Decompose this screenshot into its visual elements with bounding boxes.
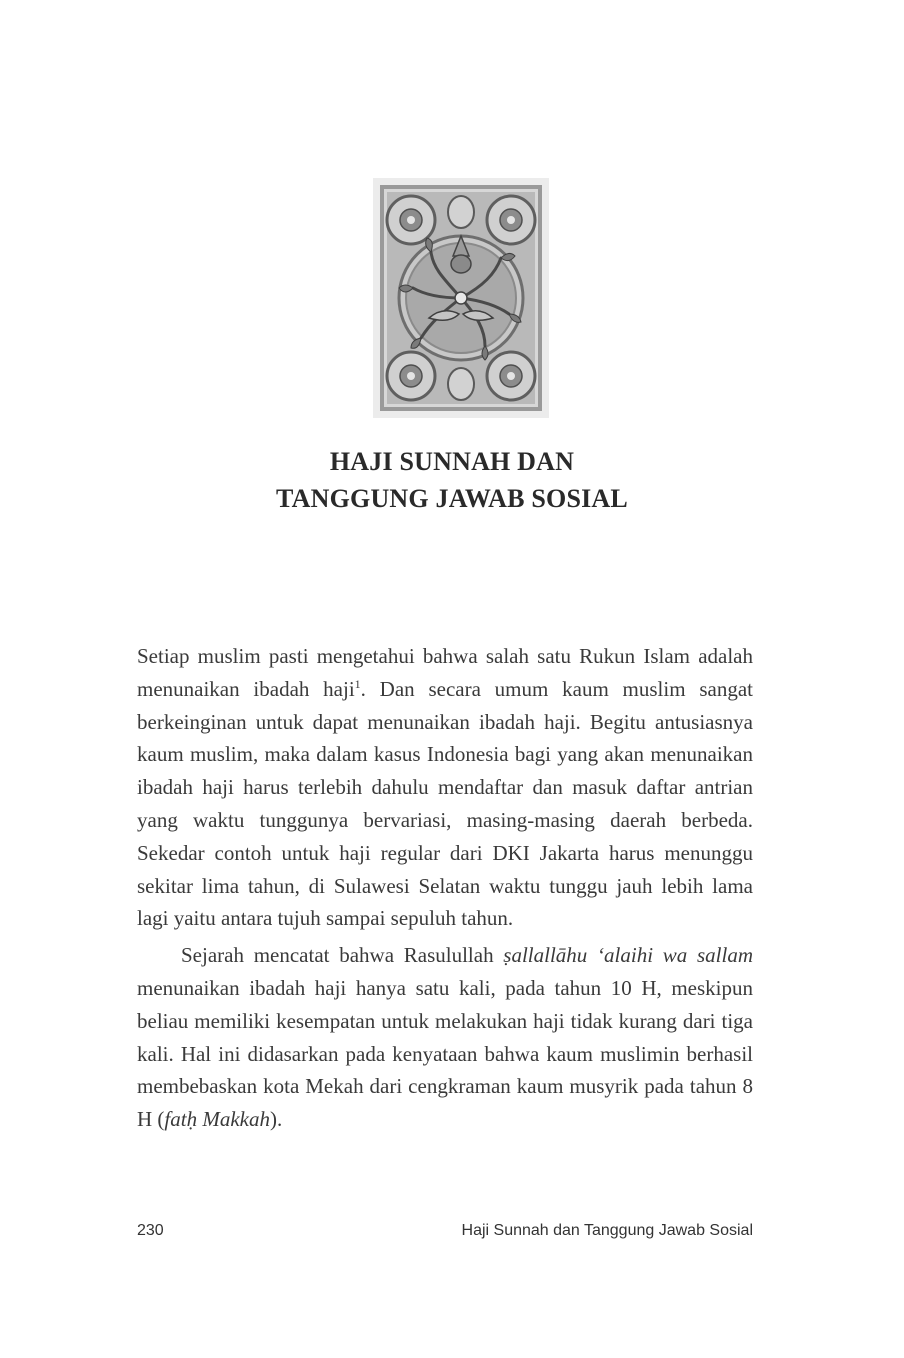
honorific-italic: ṣallallāhu ‘alaihi wa sallam: [503, 943, 753, 968]
paragraph-1-text-a: Setiap muslim pasti mengetahui bahwa salah satu Rukun Islam adalah menunaikan ibadah haji: [137, 644, 753, 701]
paragraph-1: [137, 640, 753, 935]
fath-makkah-italic: fatḥ Makkah: [164, 1107, 270, 1132]
body-text: [137, 640, 753, 1136]
chapter-title-line-1: HAJI SUNNAH DAN: [329, 447, 575, 476]
paragraph-2-text-a: Sejarah mencatat bahwa Rasulullah: [181, 943, 504, 968]
footnote-ref[interactable]: 1: [354, 676, 361, 691]
ornament-illustration: [373, 178, 549, 418]
chapter-title-line-2: TANGGUNG JAWAB SOSIAL: [276, 484, 628, 513]
page-number: 230: [137, 1222, 164, 1239]
paragraph-1-text-b: . Dan secara umum kaum muslim sangat berkeinginan untuk dapat menunaikan ibadah haji. Begitu antusiasnya kaum muslim, maka dalam kasus Indonesia bagi yang akan menunaikan ibadah haji harus terlebih dahulu mendaftar dan masuk daftar antrian yang waktu tunggunya bervariasi, masing-masing daerah berbeda. Sekedar contoh untuk haji regular dari DKI Jakarta harus menunggu sekitar lima tahun, di Sulawesi Selatan waktu tunggu jauh lebih lama lagi yaitu antara tujuh sampai sepuluh tahun.: [137, 676, 753, 931]
paragraph-2-text-b: menunaikan ibadah haji hanya satu kali, pada tahun 10 H, meskipun beliau memiliki kesempatan untuk melakukan haji tidak kurang dari tiga kali. Hal ini didasarkan pada kenyataan bahwa kaum muslimin berhasil membebaskan kota Mekah dari cengkraman kaum musyrik pada tahun 8 H (: [137, 975, 753, 1132]
paragraph-2: [137, 939, 753, 1136]
chapter-title: [0, 443, 904, 517]
running-title: Haji Sunnah dan Tanggung Jawab Sosial: [461, 1222, 753, 1239]
paragraph-2-text-c: ).: [269, 1107, 283, 1132]
